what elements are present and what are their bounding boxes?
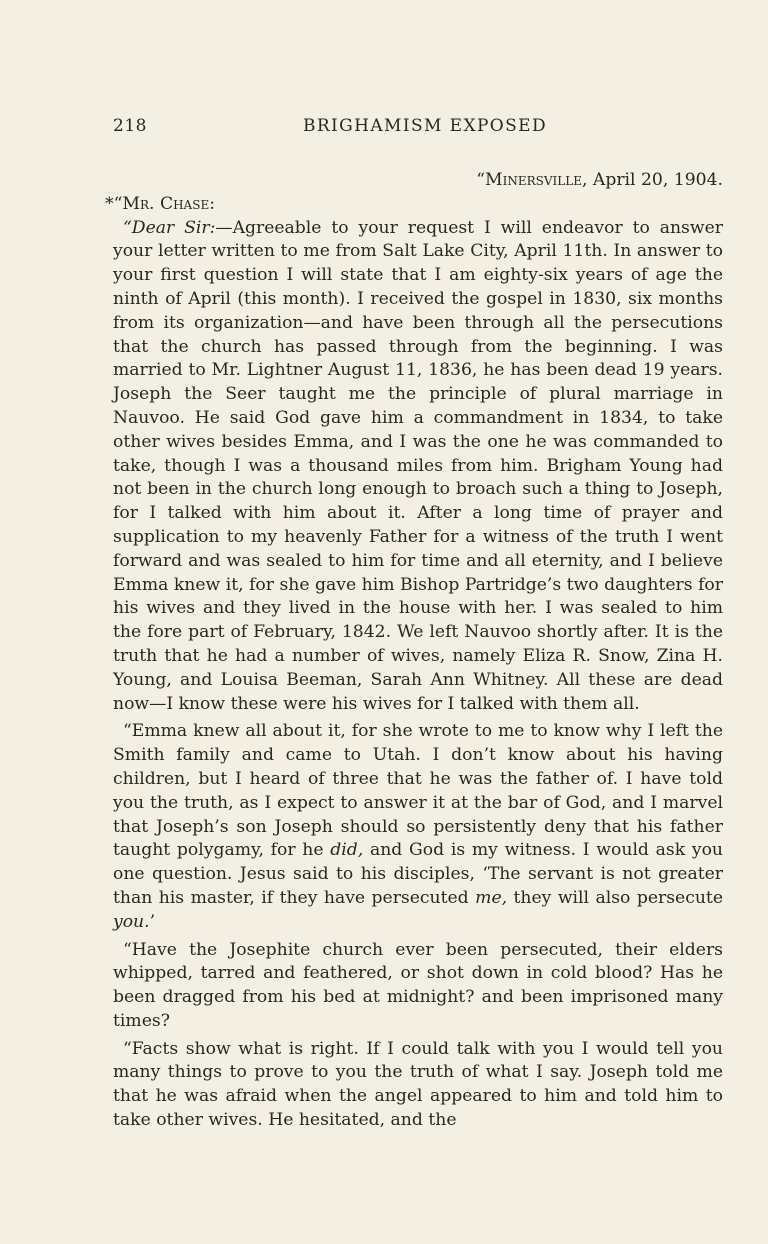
paragraph-2 — [113, 720, 723, 934]
paragraph-1 — [113, 217, 723, 717]
dateline-date: April 20, 1904. — [592, 170, 723, 190]
paragraph-2-text-c: they will also persecute — [507, 887, 724, 908]
page-header — [113, 116, 723, 142]
paragraph-2-text-a: “Emma knew all about it, for she wrote to me to know why I left the Smith family and came to Utah. I don’t know about his having children, but I heard of three that he was the father of. I have told you the truth, as I expect to answer it at the bar of God, and I marvel that Joseph’s son Joseph should so persistently deny that his father taught polygamy, for he — [113, 721, 723, 861]
paragraph-4: “Facts show what is right. If I could talk with you I would tell you many things to prove to you the truth of what I say. Joseph told me that he was afraid when the angel appeared to him and told him to take other wives. He hesitated, and the — [113, 1038, 723, 1131]
paragraph-2-text-d: ’ — [149, 911, 156, 932]
paragraph-2-text-b: and God is my witness. I would ask you one question. Jesus said to his disciples, ‘The servant is not greater than his master, if they have persecuted — [113, 840, 724, 908]
paragraph-3: “Have the Josephite church ever been persecuted, their elders whipped, tarred and feathered, or shot down in cold blood? Has he been dragged from his bed at midnight? and been imprisoned many times? — [113, 939, 723, 1031]
emphasis-did: did, — [330, 840, 364, 861]
greeting: “Dear Sir: — [123, 217, 216, 238]
emphasis-me: me, — [475, 887, 508, 908]
salutation: *“Mr. Chase: — [105, 193, 215, 214]
letter-body — [105, 169, 724, 1133]
emphasis-you: you. — [113, 911, 150, 932]
running-title: BRIGHAMISM EXPOSED — [302, 116, 548, 136]
dateline-place: “Minersville, — [476, 170, 588, 190]
page-number: 218 — [113, 116, 147, 136]
dateline — [113, 169, 723, 193]
paragraph-1-text: —Agreeable to your request I will endeavor to answer your letter written to me from Salt Lake City, April 11th. In answer to your first question I will state that I am eighty-six years of age the ninth of April (this month). I received the gospel in 1830, six months from its organization—and have been through all the persecutions that the church has passed through from the beginning. I was married to Mr. Lightner August 11, 1836, he has been dead 19 years. Joseph the Seer taught me the principle of plural marriage in Nauvoo. He said God gave him a commandment in 1834, to take other wives besides Emma, and I was the one he was commanded to take, though I was a thousand miles from him. Brigham Young had not been in the church long enough to broach such a thing to Joseph, for I talked with him about it. After a long time of prayer and supplication to my heavenly Father for a witness of the truth I went forward and was sealed to him for time and all eternity, and I believe Emma knew it, for she gave him Bishop Partridge’s two daughters for his wives and they lived in the house with her. I was sealed to him the fore part of February, 1842. We left Nauvoo shortly after. It is the truth that he had a number of wives, namely Eliza R. Snow, Zina H. Young, and Louisa Beeman, Sarah Ann Whitney. All these are dead now—I know these were his wives for I talked with them all. — [113, 217, 723, 714]
